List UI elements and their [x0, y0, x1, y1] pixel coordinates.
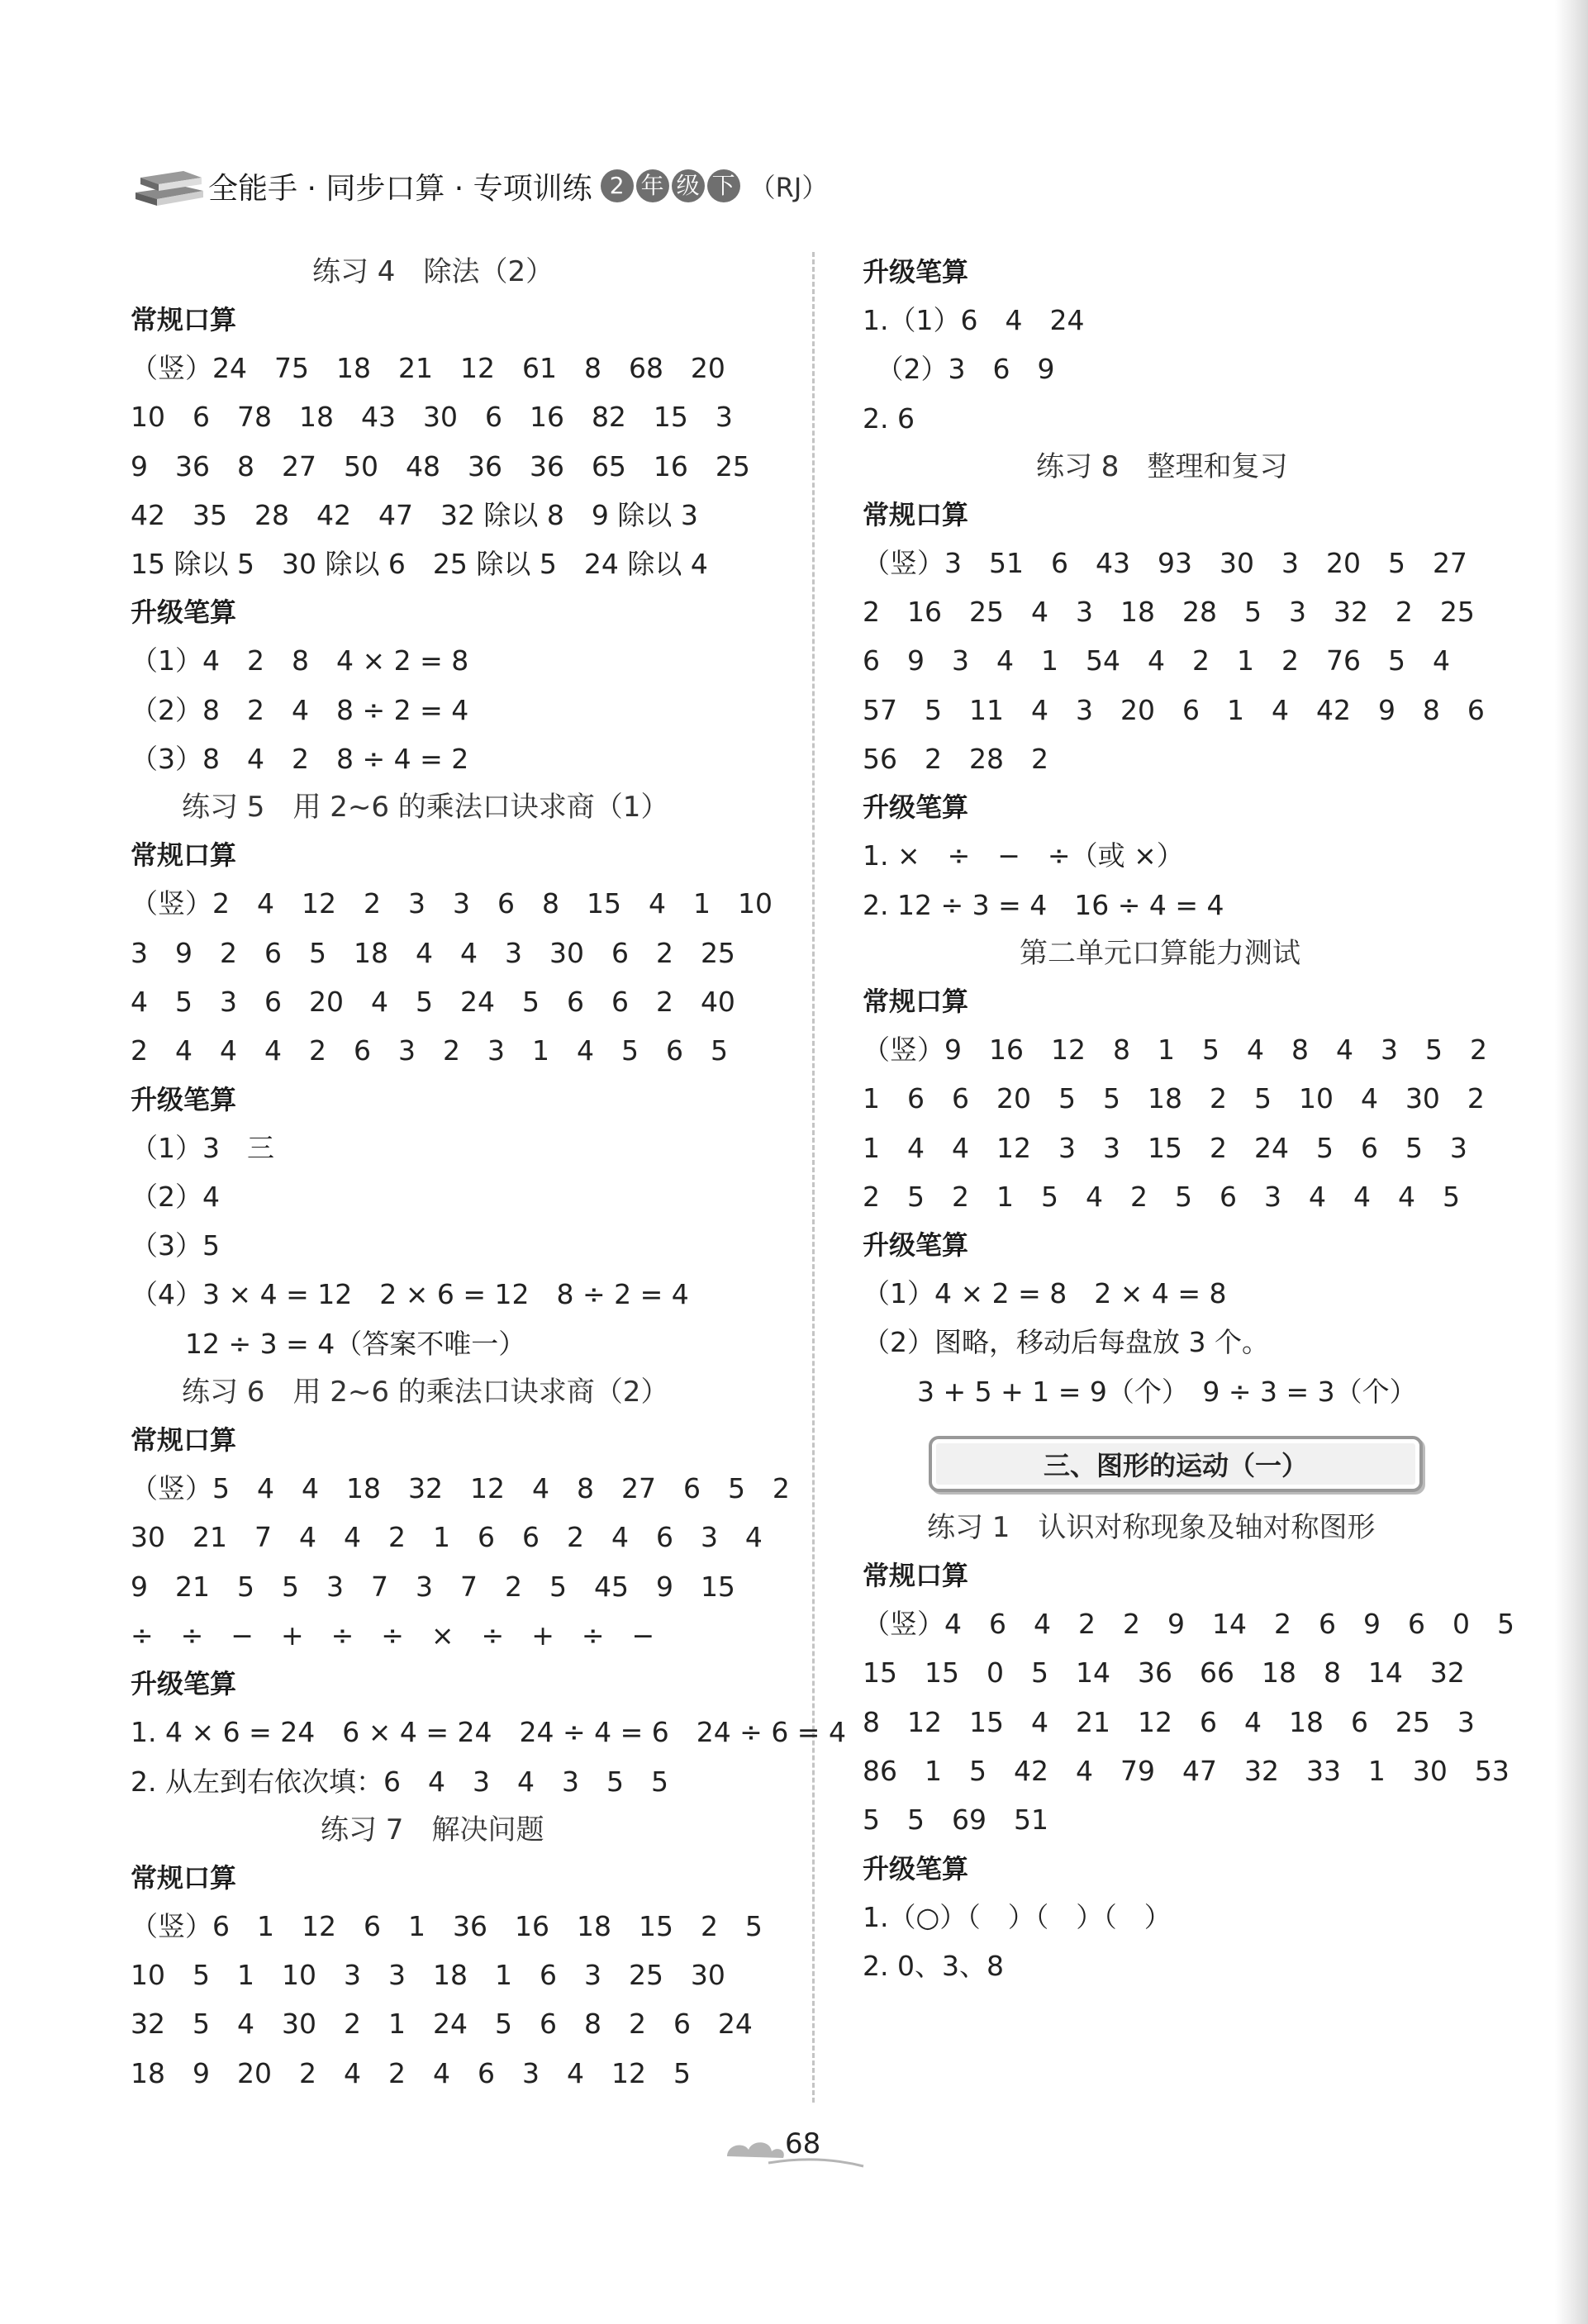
answer-line: 32 5 4 30 2 1 24 5 6 8 2 6 24	[131, 2008, 753, 2041]
answer-line: （2）图略，移动后每盘放 3 个。	[863, 1326, 1269, 1359]
subheading: 常规口算	[131, 1424, 237, 1457]
page-edge-shadow	[1555, 0, 1588, 2324]
answer-line: 2 5 2 1 5 4 2 5 6 3 4 4 4 5	[863, 1180, 1460, 1213]
answer-line: 86 1 5 42 4 79 47 32 33 1 30 53	[863, 1754, 1510, 1787]
grade-badge-char: 年	[636, 169, 669, 202]
answer-line: （1）4 2 8 4 × 2 = 8	[131, 644, 469, 677]
section-title: 练习 6 用 2~6 的乘法口诀求商（2）	[182, 1376, 669, 1409]
unit-title: 三、图形的运动（一）	[1043, 1450, 1308, 1482]
subheading: 升级笔算	[863, 1229, 969, 1262]
subheading: 常规口算	[863, 1560, 969, 1592]
edition-label: （RJ）	[749, 172, 829, 203]
answer-line: （竖）2 4 12 2 3 3 6 8 15 4 1 10	[131, 887, 773, 920]
answer-line: 5 5 69 51	[863, 1804, 1048, 1837]
grade-badge	[601, 167, 829, 205]
answer-line: （2）8 2 4 8 ÷ 2 = 4	[131, 693, 469, 726]
answer-line: 9 21 5 5 3 7 3 7 2 5 45 9 15	[131, 1570, 735, 1603]
subheading: 升级笔算	[131, 596, 237, 629]
answer-line: 57 5 11 4 3 20 6 1 4 42 9 8 6	[863, 693, 1485, 726]
column-divider	[812, 252, 815, 2103]
section-title: 第二单元口算能力测试	[1020, 936, 1300, 970]
right-column	[863, 248, 1524, 1990]
answer-line: 10 6 78 18 43 30 6 16 82 15 3	[131, 401, 733, 434]
answer-line: 18 9 20 2 4 2 4 6 3 4 12 5	[131, 2056, 691, 2089]
subheading: 常规口算	[131, 839, 237, 872]
section-title: 练习 1 认识对称现象及轴对称图形	[927, 1511, 1376, 1545]
answer-line: （竖）6 1 12 6 1 36 16 18 15 2 5	[131, 1909, 763, 1942]
left-column	[131, 248, 846, 2098]
answer-line: 2. 6	[863, 402, 915, 435]
answer-line: （2）4	[131, 1180, 220, 1213]
answer-line: 2. 12 ÷ 3 = 4 16 ÷ 4 = 4	[863, 888, 1224, 921]
subheading: 升级笔算	[863, 1852, 969, 1884]
answer-line: 30 21 7 4 4 2 1 6 6 2 4 6 3 4	[131, 1521, 763, 1554]
answer-line: 15 15 0 5 14 36 66 18 8 14 32	[863, 1656, 1465, 1690]
answer-line: （竖）3 51 6 43 93 30 3 20 5 27	[863, 546, 1467, 579]
grade-badge-char: 级	[672, 169, 705, 202]
subheading: 升级笔算	[863, 791, 969, 824]
answer-line: 4 5 3 6 20 4 5 24 5 6 6 2 40	[131, 985, 735, 1018]
section-title: 练习 5 用 2~6 的乘法口诀求商（1）	[182, 791, 669, 825]
page-number: 68	[785, 2127, 821, 2160]
subheading: 升级笔算	[131, 1083, 237, 1115]
answer-line: 3 9 2 6 5 18 4 4 3 30 6 2 25	[131, 936, 735, 969]
grade-badge-char: 下	[707, 169, 740, 202]
subheading: 常规口算	[131, 304, 237, 335]
subheading: 升级笔算	[131, 1668, 237, 1700]
page-header	[132, 157, 828, 215]
answer-line: 1 6 6 20 5 5 18 2 5 10 4 30 2	[863, 1082, 1485, 1115]
header-title: 全能手 · 同步口算 · 专项训练	[208, 171, 592, 206]
answer-line: 1. 4 × 6 = 24 6 × 4 = 24 24 ÷ 4 = 6 24 ÷ 6 = 4	[131, 1716, 846, 1749]
answer-line: （3）5	[131, 1229, 220, 1262]
answer-line: 15 除以 5 30 除以 6 25 除以 5 24 除以 4	[131, 548, 708, 581]
answer-line: 9 36 8 27 50 48 36 36 65 16 25	[131, 449, 750, 482]
answer-line: （竖）5 4 4 18 32 12 4 8 27 6 5 2	[131, 1472, 790, 1505]
grade-badge-char: 2	[601, 169, 634, 202]
answer-line: （3）8 4 2 8 ÷ 4 = 2	[131, 743, 469, 776]
answer-line: （1）4 × 2 = 8 2 × 4 = 8	[863, 1277, 1227, 1310]
answer-line: 56 2 28 2	[863, 743, 1048, 776]
answer-line: 1. × ÷ − ÷（或 ×）	[863, 839, 1184, 872]
subheading: 升级笔算	[863, 256, 969, 288]
answer-line: 2 4 4 4 2 6 3 2 3 1 4 5 6 5	[131, 1034, 728, 1067]
answer-line: 8 12 15 4 21 12 6 4 18 6 25 3	[863, 1705, 1475, 1738]
answer-line: （2）3 6 9	[863, 353, 1055, 386]
answer-line: 1.（1）6 4 24	[863, 304, 1085, 336]
answer-line: （竖）24 75 18 21 12 61 8 68 20	[131, 352, 725, 384]
answer-line: （4）3 × 4 = 12 2 × 6 = 12 8 ÷ 2 = 4	[131, 1278, 689, 1311]
answer-line: 2. 0、3、8	[863, 1949, 1004, 1982]
section-title: 练习 4 除法（2）	[312, 255, 554, 288]
answer-line: 1 4 4 12 3 3 15 2 24 5 6 5 3	[863, 1131, 1467, 1164]
answer-line: 10 5 1 10 3 3 18 1 6 3 25 30	[131, 1959, 725, 1992]
answer-line: 42 35 28 42 47 32 除以 8 9 除以 3	[131, 498, 698, 531]
answer-line: 3 + 5 + 1 = 9（个） 9 ÷ 3 = 3（个）	[863, 1375, 1417, 1408]
answer-line: 1.（○）（ ）（ ）（ ）	[863, 1900, 1172, 1933]
unit-title-box	[929, 1436, 1423, 1492]
answer-line: 2. 从左到右依次填：6 4 3 4 3 5 5	[131, 1765, 668, 1798]
subheading: 常规口算	[863, 985, 969, 1017]
answer-line: 2 16 25 4 3 18 28 5 3 32 2 25	[863, 596, 1475, 629]
answer-line: 12 ÷ 3 = 4（答案不唯一）	[131, 1327, 526, 1360]
answer-line: （1）3 三	[131, 1131, 274, 1164]
section-title: 练习 8 整理和复习	[1036, 449, 1288, 483]
answer-line: 6 9 3 4 1 54 4 2 1 2 76 5 4	[863, 644, 1450, 677]
subheading: 常规口算	[131, 1861, 237, 1894]
section-title: 练习 7 解决问题	[321, 1813, 544, 1846]
answer-line: （竖）9 16 12 8 1 5 4 8 4 3 5 2	[863, 1033, 1487, 1066]
answer-line: ÷ ÷ − + ÷ ÷ × ÷ + ÷ −	[131, 1618, 655, 1652]
subheading: 常规口算	[863, 498, 969, 530]
answer-line: （竖）4 6 4 2 2 9 14 2 6 9 6 0 5	[863, 1608, 1514, 1641]
